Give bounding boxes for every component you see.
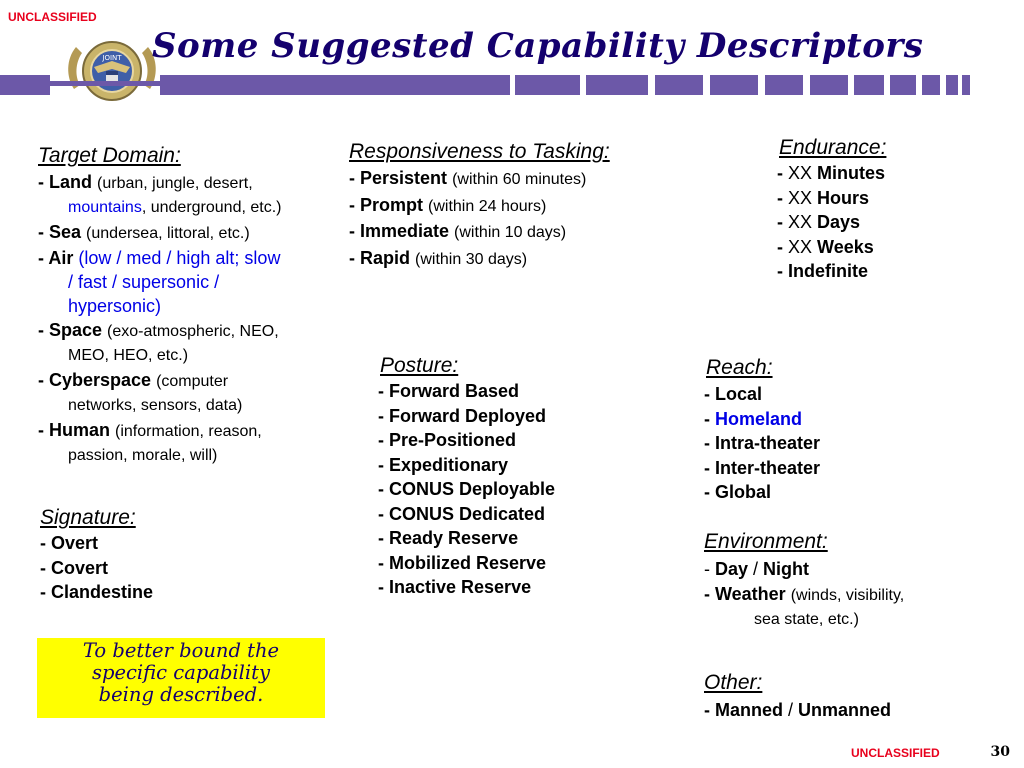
target-domain-list — [38, 170, 281, 468]
posture-item: - Inactive Reserve — [378, 577, 532, 597]
target-air-detail-b: / fast / supersonic / — [68, 272, 220, 292]
header-bar — [0, 75, 975, 95]
note-line: To better bound the — [82, 639, 280, 662]
posture-item: - CONUS Deployable — [378, 479, 556, 499]
posture-list — [378, 379, 555, 600]
signature-item: - Covert — [40, 557, 109, 578]
classification-bottom: UNCLASSIFIED — [851, 746, 940, 760]
target-cyberspace: - Cyberspace (computer — [38, 370, 229, 390]
responsiveness-heading: Responsiveness to Tasking: — [349, 140, 610, 163]
responsiveness-item: - Rapid (within 30 days) — [349, 247, 528, 268]
target-sea: - Sea (undersea, littoral, etc.) — [38, 222, 250, 242]
signature-heading: Signature: — [40, 506, 136, 529]
environment-weather-detail: sea state, etc.) — [754, 611, 859, 628]
target-human: - Human (information, reason, — [38, 420, 262, 440]
posture-item: - Pre-Positioned — [378, 430, 517, 450]
note-line: being described. — [98, 683, 264, 706]
endurance-list — [777, 161, 885, 284]
endurance-item: - XX Days — [777, 212, 861, 232]
endurance-item: - XX Weeks — [777, 236, 874, 257]
page-title: Some Suggested Capability Descriptors — [152, 26, 924, 66]
environment-day-night: - Day / Night — [704, 559, 810, 579]
page-number: 30 — [990, 744, 1010, 760]
responsiveness-item: - Persistent (within 60 minutes) — [349, 168, 587, 188]
target-air: - Air (low / med / high alt; slow — [38, 248, 281, 268]
posture-item: - Forward Deployed — [378, 405, 547, 426]
posture-heading: Posture: — [380, 354, 459, 377]
endurance-item: - XX Minutes — [777, 163, 886, 183]
responsiveness-list — [349, 166, 586, 272]
posture-item: - Ready Reserve — [378, 528, 519, 548]
target-air-detail-c: hypersonic) — [68, 296, 162, 316]
classification-top: UNCLASSIFIED — [8, 10, 97, 24]
joint-seal-logo — [62, 33, 162, 109]
posture-item: - Mobilized Reserve — [378, 552, 547, 573]
target-cyberspace-detail: networks, sensors, data) — [68, 397, 243, 414]
target-space: - Space (exo-atmospheric, NEO, — [38, 320, 279, 340]
reach-list — [704, 382, 820, 505]
reach-item: - Homeland — [704, 408, 803, 429]
responsiveness-item: - Immediate (within 10 days) — [349, 221, 567, 241]
posture-item: - Forward Based — [378, 381, 520, 401]
target-space-detail: MEO, HEO, etc.) — [68, 347, 189, 364]
target-land-detail: mountains, underground, etc.) — [68, 199, 282, 216]
signature-item: - Overt — [40, 533, 99, 553]
posture-item: - CONUS Dedicated — [378, 503, 546, 524]
environment-list — [704, 557, 904, 633]
target-domain-heading: Target Domain: — [38, 144, 181, 167]
endurance-item: - XX Hours — [777, 187, 870, 208]
note-box — [37, 638, 325, 718]
other-heading: Other: — [704, 671, 763, 694]
reach-item: - Global — [704, 482, 771, 502]
target-land: - Land (urban, jungle, desert, — [38, 172, 253, 192]
environment-weather: - Weather (winds, visibility, — [704, 583, 905, 604]
reach-item: - Local — [704, 384, 763, 404]
posture-item: - Expeditionary — [378, 454, 509, 475]
reach-item: - Inter-theater — [704, 457, 821, 478]
responsiveness-item: - Prompt (within 24 hours) — [349, 194, 547, 215]
target-human-detail: passion, morale, will) — [68, 447, 218, 464]
signature-list — [40, 531, 153, 605]
endurance-heading: Endurance: — [779, 136, 887, 159]
endurance-item: - Indefinite — [777, 261, 868, 281]
environment-heading: Environment: — [704, 530, 828, 553]
reach-item: - Intra-theater — [704, 433, 821, 453]
note-line: specific capability — [91, 661, 270, 684]
reach-heading: Reach: — [706, 356, 773, 379]
seal-label: JOINT — [102, 54, 122, 62]
other-item: - Manned / Unmanned — [704, 700, 892, 720]
signature-item: - Clandestine — [40, 582, 154, 602]
